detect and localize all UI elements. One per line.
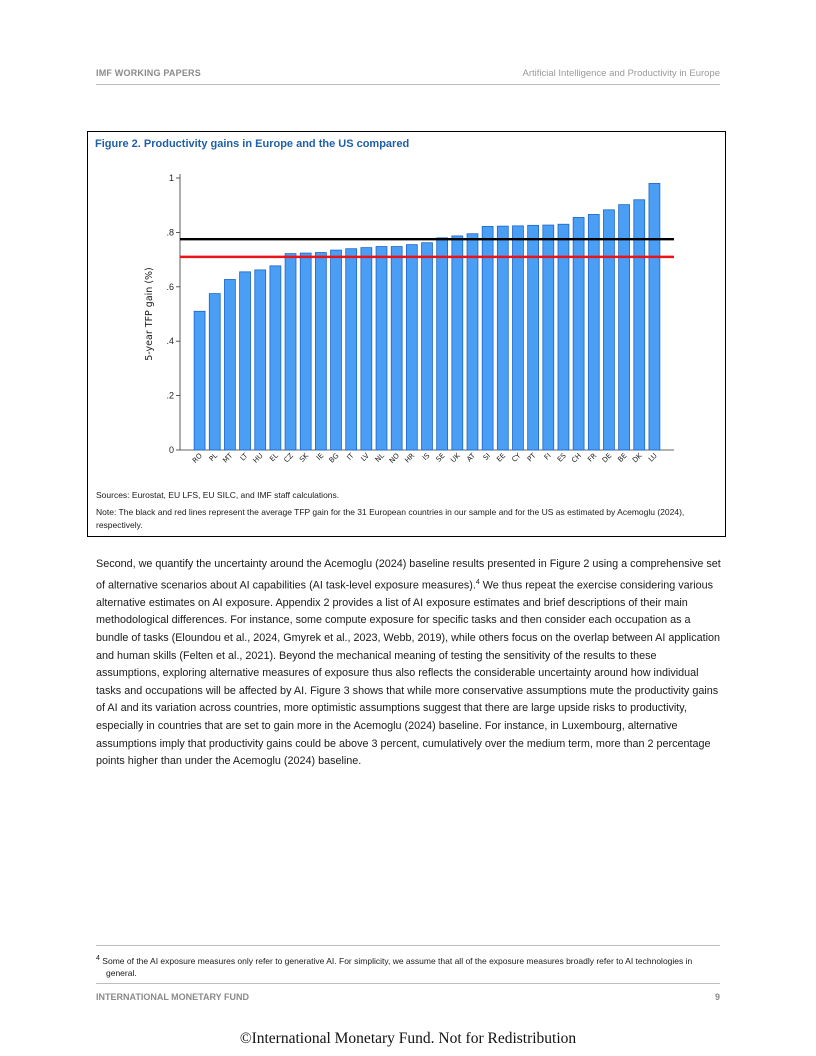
x-tick-label: PT: [525, 451, 538, 464]
x-tick-label: NL: [373, 451, 386, 464]
x-tick-label: HU: [251, 451, 265, 465]
x-tick-label: SK: [298, 451, 311, 464]
x-tick-label: EL: [268, 451, 280, 464]
x-tick-label: LU: [647, 451, 659, 464]
x-tick-label: PL: [207, 451, 220, 464]
bar-AT: [467, 234, 478, 450]
paragraph-part-b: We thus repeat the exercise considering various alternative estimates on AI exposure. Appendix 2 provides a list of AI exposure estimates and brief descriptions of their main methodological differences. For instance, some compute exposure for specific tasks and then consider each occupation as a bundle of tasks (Eloundou et al., 2024, Gmyrek et al., 2023, Webb, 2019), while others focus on the overlap between AI application and human skills (Felten et al., 2021). Beyond the mechanical meaning of testing the sensitivity of the results to these assumptions, exploring alternative measures of exposure thus also reflects the considerable uncertainty around how individual tasks and occupations will be affected by AI. Figure 3 shows that while more conservative assumptions mute the productivity gains of AI and its variation across countries, more optimistic assumptions suggest that there are large upside risks to productivity, especially in countries that are set to gain more in the Acemoglu (2024) baseline. For instance, in Luxembourg, alternative assumptions imply that productivity gains could be above 3 percent, cumulatively over the medium term, more than 2 percentage points higher than under the Acemoglu (2024) baseline.: [96, 579, 721, 768]
footnote-divider: [96, 945, 720, 946]
x-tick-label: NO: [387, 451, 402, 466]
x-tick-label: AT: [465, 451, 477, 464]
x-tick-label: HR: [403, 451, 417, 465]
bar-LV: [361, 248, 372, 450]
bar-DK: [634, 200, 645, 450]
x-tick-label: BE: [616, 451, 629, 464]
y-tick-label: .4: [166, 336, 174, 347]
x-tick-label: LT: [238, 451, 250, 463]
x-tick-label: CZ: [282, 451, 295, 465]
x-tick-label: ES: [555, 451, 568, 464]
footnote-text: Some of the AI exposure measures only refer to generative AI. For simplicity, we assume that all of the exposure measures broadly refer to AI technologies in general.: [99, 955, 693, 978]
x-tick-label: SI: [481, 451, 493, 463]
bar-UK: [452, 236, 463, 450]
x-tick-label: MT: [221, 451, 235, 465]
bar-MT: [224, 279, 235, 450]
x-tick-label: IS: [421, 451, 432, 463]
x-tick-label: LV: [359, 451, 371, 464]
bar-PL: [209, 294, 220, 450]
y-tick-label: 1: [168, 173, 174, 183]
x-tick-label: CY: [510, 451, 523, 464]
figure-sources: Sources: Eurostat, EU LFS, EU SILC, and IMF staff calculations.: [96, 490, 340, 500]
footer-divider: [96, 983, 720, 984]
bar-EL: [270, 266, 281, 450]
running-header-title: Artificial Intelligence and Productivity in Europe: [522, 68, 720, 79]
y-tick-label: .6: [166, 281, 174, 292]
x-tick-label: IT: [345, 451, 356, 462]
bar-FR: [588, 214, 599, 450]
bar-SK: [300, 253, 311, 450]
redistribution-watermark: ©International Monetary Fund. Not for Redistribution: [239, 1030, 577, 1047]
bar-IS: [422, 243, 433, 450]
header-divider: [96, 84, 720, 85]
x-tick-label: UK: [449, 451, 462, 465]
bar-chart: [88, 132, 725, 482]
x-tick-label: FR: [586, 451, 599, 464]
bar-HR: [406, 245, 417, 450]
bar-NL: [376, 247, 387, 450]
y-tick-label: 0: [168, 445, 174, 455]
bar-FI: [543, 225, 554, 450]
body-paragraph: [96, 556, 721, 771]
bar-ES: [558, 224, 569, 450]
figure-2-box: [87, 131, 726, 537]
running-header-series: IMF WORKING PAPERS: [96, 68, 201, 78]
x-tick-label: FI: [542, 451, 553, 462]
footnote-reference[interactable]: 4: [475, 578, 480, 586]
bar-CY: [513, 226, 524, 450]
bar-BE: [619, 205, 630, 450]
paragraph-part-a: Second, we quantify the uncertainty around the Acemoglu (2024) baseline results presented in Figure 2 using a comprehensive set of alternative scenarios about AI capabilities (AI task-level exposure measures).: [96, 558, 721, 592]
bar-HU: [255, 270, 266, 450]
y-tick-label: .2: [166, 390, 174, 401]
x-tick-label: SE: [434, 451, 447, 464]
y-tick-label: .8: [166, 227, 174, 238]
x-tick-label: IE: [315, 451, 326, 463]
bar-SI: [482, 226, 493, 450]
footnote: [96, 952, 696, 979]
page-number: 9: [714, 992, 720, 1002]
figure-note: Note: The black and red lines represent the average TFP gain for the 31 European countries in our sample and for the US as estimated by Acemoglu (2024), respectively.: [96, 507, 685, 530]
x-tick-label: EE: [495, 451, 508, 464]
bar-LT: [240, 272, 251, 450]
bar-SE: [437, 238, 448, 450]
bar-DE: [603, 210, 614, 450]
bar-LU: [649, 183, 660, 450]
x-tick-label: BG: [327, 451, 341, 465]
x-tick-label: CH: [570, 451, 584, 465]
bar-CZ: [285, 254, 296, 450]
bar-IT: [346, 249, 357, 450]
bar-NO: [391, 247, 402, 450]
bar-BG: [331, 250, 342, 450]
bar-EE: [497, 226, 508, 450]
y-axis-label: 5-year TFP gain (%): [144, 267, 155, 361]
bar-RO: [194, 311, 205, 450]
footer-organization: INTERNATIONAL MONETARY FUND: [96, 992, 249, 1002]
footnote-number: 4: [96, 954, 100, 962]
bar-PT: [528, 225, 539, 450]
x-tick-label: DK: [630, 451, 644, 465]
x-tick-label: DE: [600, 451, 614, 465]
x-tick-label: RO: [191, 451, 204, 465]
bar-CH: [573, 217, 584, 450]
figure-title: Figure 2. Productivity gains in Europe and the US compared: [95, 138, 410, 150]
bar-IE: [315, 253, 326, 450]
